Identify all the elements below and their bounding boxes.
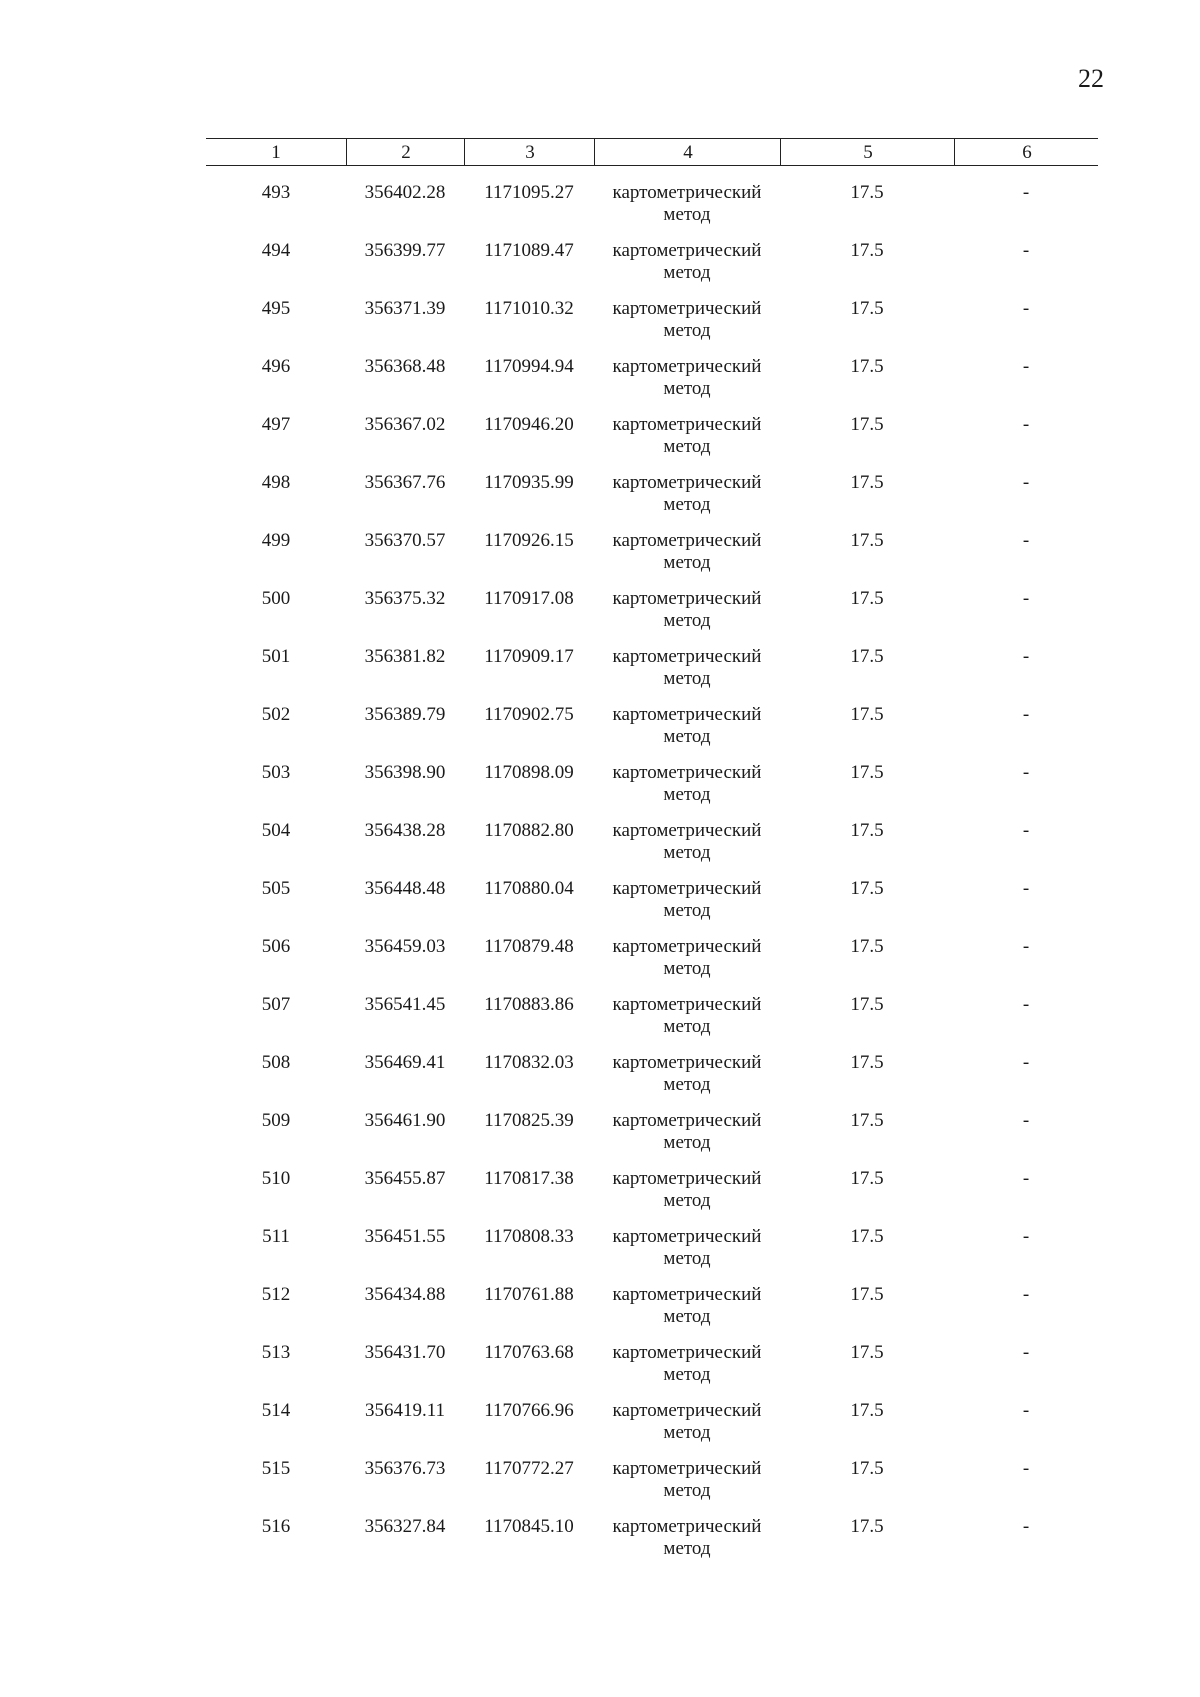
accuracy-value: 17.5 <box>850 182 884 203</box>
method-line-1: картометрический <box>612 762 762 783</box>
coordinate-x: 356327.84 <box>364 1516 446 1537</box>
coordinate-x: 356368.48 <box>364 356 446 377</box>
accuracy-value: 17.5 <box>850 994 884 1015</box>
table-row <box>206 1046 1098 1104</box>
point-number: 505 <box>261 878 291 899</box>
coordinate-x: 356451.55 <box>364 1226 446 1247</box>
method-line-2: метод <box>663 726 711 747</box>
coordinate-y: 1171089.47 <box>484 240 574 261</box>
coordinate-x: 356431.70 <box>364 1342 446 1363</box>
point-number: 495 <box>261 298 291 319</box>
accuracy-value: 17.5 <box>850 240 884 261</box>
coordinate-y: 1170832.03 <box>484 1052 574 1073</box>
method-cell <box>594 1284 780 1328</box>
coordinate-x: 356367.76 <box>364 472 446 493</box>
column-header-6: 6 <box>954 139 1099 165</box>
method-line-1: картометрический <box>612 1516 762 1537</box>
coordinate-y: 1170882.80 <box>484 820 574 841</box>
note-dash: - <box>1022 298 1030 319</box>
method-cell <box>594 1342 780 1386</box>
point-number: 508 <box>261 1052 291 1073</box>
table-row <box>206 1452 1098 1510</box>
note-dash: - <box>1022 820 1030 841</box>
coordinate-y: 1170880.04 <box>484 878 574 899</box>
accuracy-value: 17.5 <box>850 1168 884 1189</box>
coordinate-y: 1170946.20 <box>484 414 574 435</box>
accuracy-value: 17.5 <box>850 530 884 551</box>
method-line-1: картометрический <box>612 530 762 551</box>
note-dash: - <box>1022 1458 1030 1479</box>
method-cell <box>594 1168 780 1212</box>
coordinate-x: 356419.11 <box>364 1400 446 1421</box>
coordinate-y: 1170772.27 <box>484 1458 574 1479</box>
coordinate-y: 1171010.32 <box>484 298 574 319</box>
point-number: 497 <box>261 414 291 435</box>
method-cell <box>594 240 780 284</box>
coordinate-y: 1170879.48 <box>484 936 574 957</box>
point-number: 494 <box>261 240 291 261</box>
note-dash: - <box>1022 1342 1030 1363</box>
method-line-2: метод <box>663 668 711 689</box>
coordinate-y: 1170909.17 <box>484 646 574 667</box>
table-row <box>206 292 1098 350</box>
note-dash: - <box>1022 994 1030 1015</box>
method-line-1: картометрический <box>612 1284 762 1305</box>
table-row <box>206 524 1098 582</box>
method-line-1: картометрический <box>612 1400 762 1421</box>
point-number: 501 <box>261 646 291 667</box>
table-row <box>206 1104 1098 1162</box>
accuracy-value: 17.5 <box>850 936 884 957</box>
accuracy-value: 17.5 <box>850 1458 884 1479</box>
table-row <box>206 350 1098 408</box>
accuracy-value: 17.5 <box>850 1226 884 1247</box>
point-number: 500 <box>261 588 291 609</box>
coordinate-x: 356398.90 <box>364 762 446 783</box>
coordinate-x: 356367.02 <box>364 414 446 435</box>
note-dash: - <box>1022 704 1030 725</box>
method-cell <box>594 356 780 400</box>
method-line-1: картометрический <box>612 994 762 1015</box>
coordinate-x: 356461.90 <box>364 1110 446 1131</box>
coordinate-y: 1170883.86 <box>484 994 574 1015</box>
accuracy-value: 17.5 <box>850 1052 884 1073</box>
method-line-2: метод <box>663 1538 711 1559</box>
coordinate-x: 356370.57 <box>364 530 446 551</box>
coordinate-y: 1170825.39 <box>484 1110 574 1131</box>
method-line-2: метод <box>663 552 711 573</box>
table-row <box>206 466 1098 524</box>
method-cell <box>594 530 780 574</box>
accuracy-value: 17.5 <box>850 1516 884 1537</box>
method-line-1: картометрический <box>612 1342 762 1363</box>
accuracy-value: 17.5 <box>850 1110 884 1131</box>
note-dash: - <box>1022 1516 1030 1537</box>
note-dash: - <box>1022 182 1030 203</box>
method-line-1: картометрический <box>612 298 762 319</box>
note-dash: - <box>1022 356 1030 377</box>
method-line-1: картометрический <box>612 1110 762 1131</box>
method-line-1: картометрический <box>612 704 762 725</box>
note-dash: - <box>1022 762 1030 783</box>
method-line-1: картометрический <box>612 878 762 899</box>
table-row <box>206 1394 1098 1452</box>
point-number: 496 <box>261 356 291 377</box>
point-number: 511 <box>262 1226 290 1247</box>
accuracy-value: 17.5 <box>850 820 884 841</box>
coordinate-y: 1170902.75 <box>484 704 574 725</box>
coordinate-x: 356381.82 <box>364 646 446 667</box>
coordinate-x: 356434.88 <box>364 1284 446 1305</box>
method-cell <box>594 588 780 632</box>
method-line-2: метод <box>663 320 711 341</box>
method-line-2: метод <box>663 610 711 631</box>
accuracy-value: 17.5 <box>850 588 884 609</box>
coordinate-x: 356389.79 <box>364 704 446 725</box>
accuracy-value: 17.5 <box>850 298 884 319</box>
column-header-5: 5 <box>780 139 955 165</box>
coordinate-x: 356399.77 <box>364 240 446 261</box>
coordinate-x: 356469.41 <box>364 1052 446 1073</box>
method-line-2: метод <box>663 1480 711 1501</box>
method-line-2: метод <box>663 784 711 805</box>
method-line-1: картометрический <box>612 1226 762 1247</box>
method-cell <box>594 704 780 748</box>
method-line-1: картометрический <box>612 936 762 957</box>
method-line-2: метод <box>663 436 711 457</box>
note-dash: - <box>1022 240 1030 261</box>
accuracy-value: 17.5 <box>850 762 884 783</box>
table-body <box>206 176 1098 1568</box>
accuracy-value: 17.5 <box>850 414 884 435</box>
point-number: 502 <box>261 704 291 725</box>
accuracy-value: 17.5 <box>850 356 884 377</box>
accuracy-value: 17.5 <box>850 1400 884 1421</box>
method-line-1: картометрический <box>612 588 762 609</box>
column-header-1: 1 <box>271 142 281 163</box>
coordinate-x: 356455.87 <box>364 1168 446 1189</box>
method-cell <box>594 298 780 342</box>
coordinate-y: 1171095.27 <box>484 182 574 203</box>
point-number: 498 <box>261 472 291 493</box>
method-line-1: картометрический <box>612 414 762 435</box>
method-cell <box>594 1052 780 1096</box>
note-dash: - <box>1022 414 1030 435</box>
point-number: 514 <box>261 1400 291 1421</box>
point-number: 513 <box>261 1342 291 1363</box>
note-dash: - <box>1022 878 1030 899</box>
point-number: 512 <box>261 1284 291 1305</box>
note-dash: - <box>1022 588 1030 609</box>
method-line-2: метод <box>663 1016 711 1037</box>
table-row <box>206 1162 1098 1220</box>
method-cell <box>594 1458 780 1502</box>
method-line-2: метод <box>663 1364 711 1385</box>
method-cell <box>594 878 780 922</box>
point-number: 507 <box>261 994 291 1015</box>
accuracy-value: 17.5 <box>850 646 884 667</box>
accuracy-value: 17.5 <box>850 1284 884 1305</box>
point-number: 509 <box>261 1110 291 1131</box>
method-line-2: метод <box>663 1306 711 1327</box>
coordinate-x: 356438.28 <box>364 820 446 841</box>
coordinate-x: 356375.32 <box>364 588 446 609</box>
method-cell <box>594 1110 780 1154</box>
coordinate-x: 356376.73 <box>364 1458 446 1479</box>
page-number: 22 <box>1078 64 1104 93</box>
coordinate-y: 1170761.88 <box>484 1284 574 1305</box>
method-line-2: метод <box>663 900 711 921</box>
method-line-2: метод <box>663 262 711 283</box>
method-line-1: картометрический <box>612 356 762 377</box>
column-header-3: 3 <box>464 139 595 165</box>
note-dash: - <box>1022 1226 1030 1247</box>
point-number: 516 <box>261 1516 291 1537</box>
method-line-2: метод <box>663 494 711 515</box>
coordinate-y: 1170763.68 <box>484 1342 574 1363</box>
coordinate-y: 1170994.94 <box>484 356 574 377</box>
accuracy-value: 17.5 <box>850 704 884 725</box>
column-header-4: 4 <box>594 139 781 165</box>
method-line-2: метод <box>663 204 711 225</box>
method-line-2: метод <box>663 1190 711 1211</box>
table-row <box>206 176 1098 234</box>
note-dash: - <box>1022 1284 1030 1305</box>
table-row <box>206 1510 1098 1568</box>
coordinate-x: 356448.48 <box>364 878 446 899</box>
method-line-2: метод <box>663 1248 711 1269</box>
point-number: 503 <box>261 762 291 783</box>
method-line-1: картометрический <box>612 182 762 203</box>
point-number: 504 <box>261 820 291 841</box>
note-dash: - <box>1022 530 1030 551</box>
method-line-2: метод <box>663 842 711 863</box>
note-dash: - <box>1022 472 1030 493</box>
coordinate-y: 1170817.38 <box>484 1168 574 1189</box>
table-row <box>206 582 1098 640</box>
point-number: 506 <box>261 936 291 957</box>
coordinate-y: 1170766.96 <box>484 1400 574 1421</box>
note-dash: - <box>1022 1052 1030 1073</box>
note-dash: - <box>1022 1168 1030 1189</box>
method-line-1: картометрический <box>612 1168 762 1189</box>
method-line-1: картометрический <box>612 472 762 493</box>
method-line-1: картометрический <box>612 1052 762 1073</box>
method-cell <box>594 414 780 458</box>
coordinate-x: 356371.39 <box>364 298 446 319</box>
method-cell <box>594 994 780 1038</box>
table-row <box>206 698 1098 756</box>
method-cell <box>594 182 780 226</box>
accuracy-value: 17.5 <box>850 1342 884 1363</box>
method-line-1: картометрический <box>612 1458 762 1479</box>
table-header <box>206 138 1098 166</box>
accuracy-value: 17.5 <box>850 878 884 899</box>
method-line-2: метод <box>663 1132 711 1153</box>
note-dash: - <box>1022 1400 1030 1421</box>
coordinate-x: 356459.03 <box>364 936 446 957</box>
coordinate-y: 1170898.09 <box>484 762 574 783</box>
note-dash: - <box>1022 936 1030 957</box>
method-line-2: метод <box>663 1422 711 1443</box>
method-line-2: метод <box>663 1074 711 1095</box>
coordinate-y: 1170926.15 <box>484 530 574 551</box>
point-number: 493 <box>261 182 291 203</box>
table-row <box>206 408 1098 466</box>
point-number: 515 <box>261 1458 291 1479</box>
table-row <box>206 930 1098 988</box>
table-row <box>206 1220 1098 1278</box>
method-cell <box>594 1516 780 1560</box>
method-cell <box>594 646 780 690</box>
method-line-1: картометрический <box>612 240 762 261</box>
table-row <box>206 1336 1098 1394</box>
table-row <box>206 988 1098 1046</box>
coordinate-x: 356541.45 <box>364 994 446 1015</box>
coordinate-y: 1170808.33 <box>484 1226 574 1247</box>
note-dash: - <box>1022 1110 1030 1131</box>
accuracy-value: 17.5 <box>850 472 884 493</box>
table-row <box>206 814 1098 872</box>
table-row <box>206 640 1098 698</box>
method-cell <box>594 762 780 806</box>
method-cell <box>594 936 780 980</box>
coordinate-x: 356402.28 <box>364 182 446 203</box>
table-row <box>206 756 1098 814</box>
table-row <box>206 1278 1098 1336</box>
coordinate-y: 1170935.99 <box>484 472 574 493</box>
note-dash: - <box>1022 646 1030 667</box>
point-number: 499 <box>261 530 291 551</box>
table-row <box>206 872 1098 930</box>
column-header-2: 2 <box>346 139 465 165</box>
point-number: 510 <box>261 1168 291 1189</box>
method-line-2: метод <box>663 958 711 979</box>
coordinate-y: 1170917.08 <box>484 588 574 609</box>
table-row <box>206 234 1098 292</box>
method-cell <box>594 1226 780 1270</box>
method-line-1: картометрический <box>612 646 762 667</box>
method-cell <box>594 472 780 516</box>
method-line-1: картометрический <box>612 820 762 841</box>
method-line-2: метод <box>663 378 711 399</box>
method-cell <box>594 1400 780 1444</box>
method-cell <box>594 820 780 864</box>
coordinate-y: 1170845.10 <box>484 1516 574 1537</box>
